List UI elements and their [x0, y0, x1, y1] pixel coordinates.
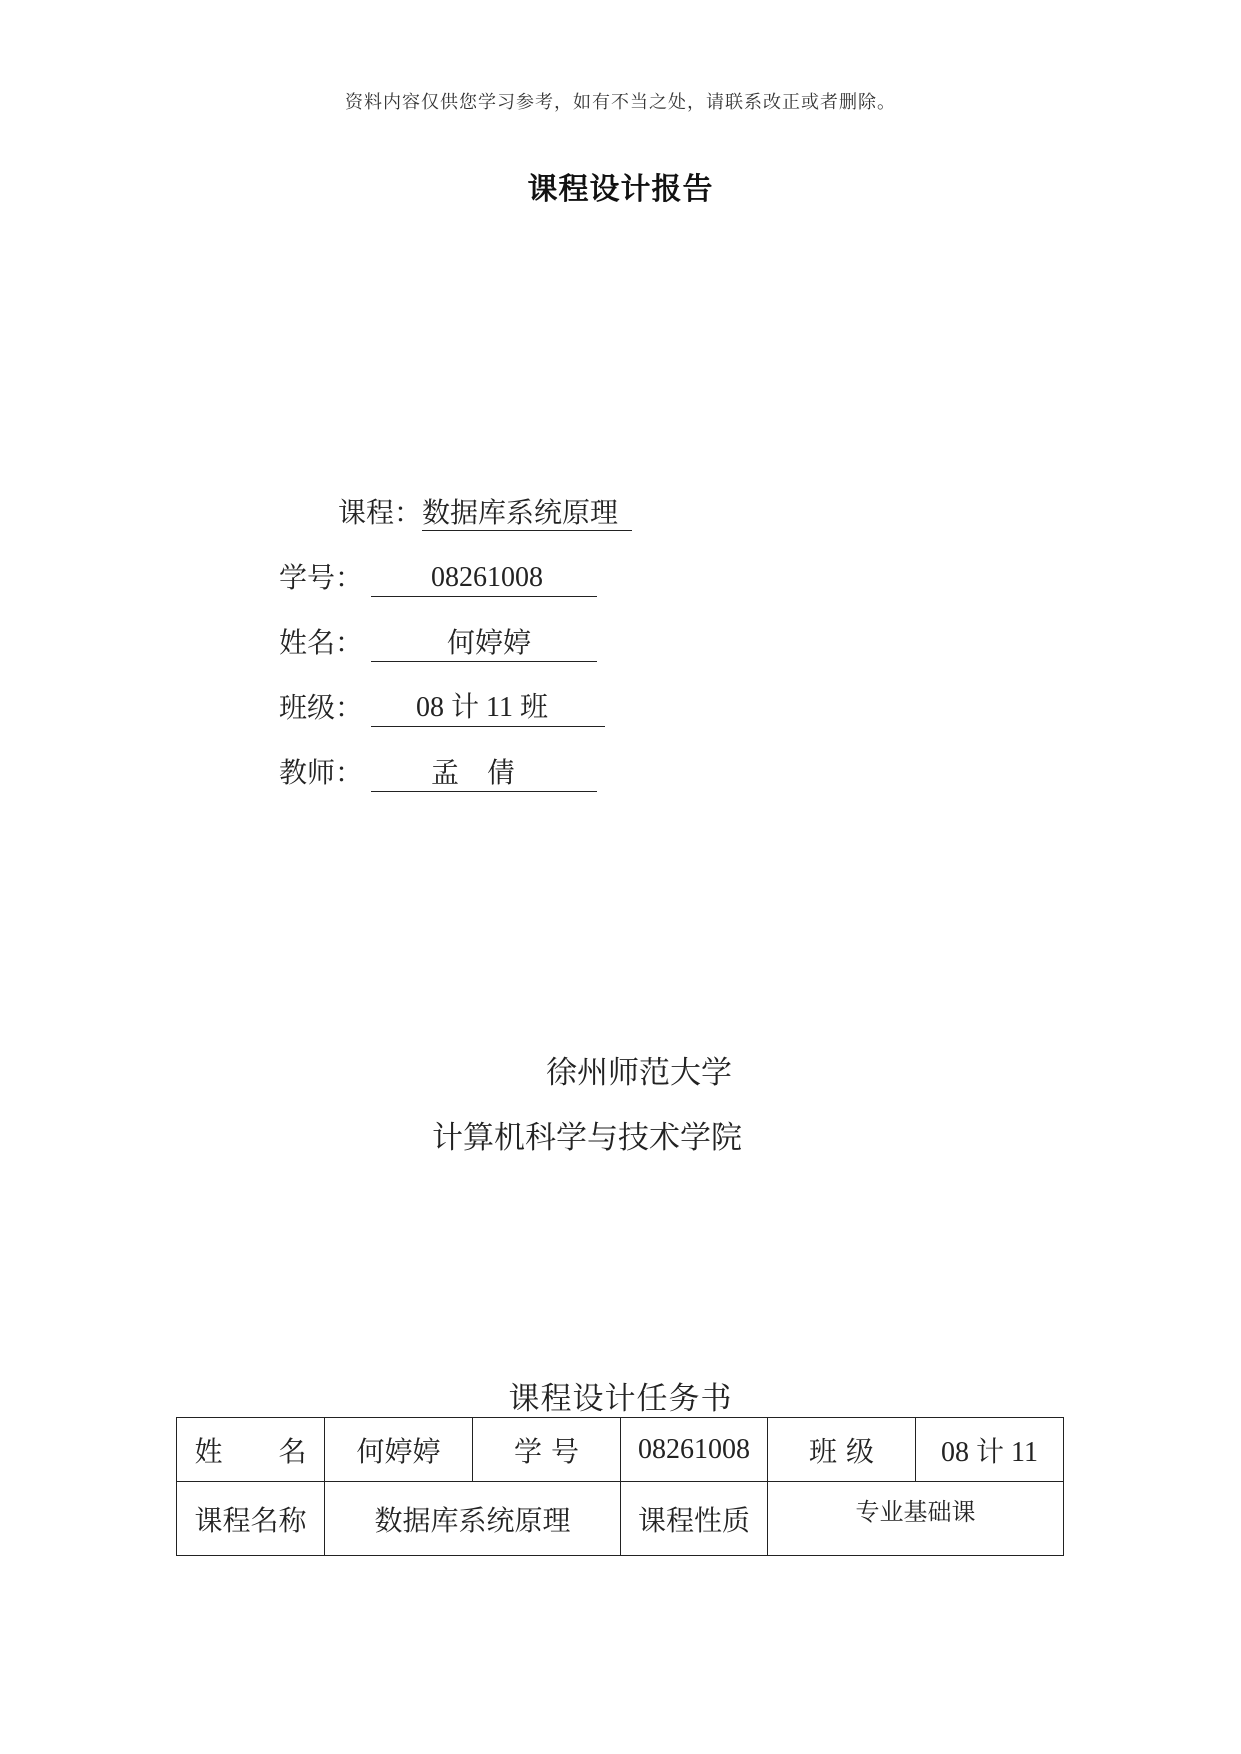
- name-row: [279, 625, 609, 665]
- table-cell-name-value: 何婷婷: [325, 1418, 473, 1482]
- table-cell-course-label: 课程名称: [177, 1482, 325, 1556]
- student-id-value: 08261008: [431, 562, 543, 593]
- class-row: [279, 690, 619, 730]
- teacher-label: 教师：: [279, 756, 364, 789]
- task-info-table: [176, 1417, 1064, 1556]
- teacher-field: [371, 755, 597, 792]
- class-value: 08 计 11 班: [416, 692, 548, 723]
- table-cell-id-label: 学 号: [473, 1418, 621, 1482]
- name-label: 姓名：: [279, 626, 364, 659]
- table-cell-class-label: 班 级: [768, 1418, 916, 1482]
- university-name: 徐州师范大学: [546, 1055, 732, 1091]
- name-value: 何婷婷: [447, 626, 532, 659]
- teacher-row: [279, 755, 609, 795]
- student-id-row: [279, 560, 609, 600]
- course-label: 课程：: [338, 496, 423, 529]
- teacher-value: 孟 倩: [431, 756, 516, 789]
- student-id-label: 学号：: [279, 561, 364, 594]
- course-row: [338, 495, 632, 535]
- class-label: 班级：: [279, 691, 364, 724]
- table-cell-course-value: 数据库系统原理: [325, 1482, 621, 1556]
- task-book-title: 课程设计任务书: [508, 1381, 733, 1417]
- name-field: [371, 625, 597, 662]
- document-title: 课程设计报告: [527, 172, 714, 207]
- table-cell-name-label: 姓 名: [177, 1418, 325, 1482]
- table-cell-id-value: 08261008: [621, 1418, 768, 1482]
- table-row: [177, 1418, 1064, 1482]
- class-field: [371, 690, 605, 727]
- table-cell-nature-label: 课程性质: [621, 1482, 768, 1556]
- student-id-field: [371, 560, 597, 597]
- table-row: [177, 1482, 1064, 1556]
- table-cell-class-value: 08 计 11: [916, 1418, 1064, 1482]
- table-cell-nature-value: 专业基础课: [768, 1482, 1064, 1556]
- course-value: 数据库系统原理: [422, 496, 632, 531]
- page-header-note: 资料内容仅供您学习参考，如有不当之处，请联系改正或者删除。: [345, 92, 896, 113]
- college-name: 计算机科学与技术学院: [432, 1120, 742, 1156]
